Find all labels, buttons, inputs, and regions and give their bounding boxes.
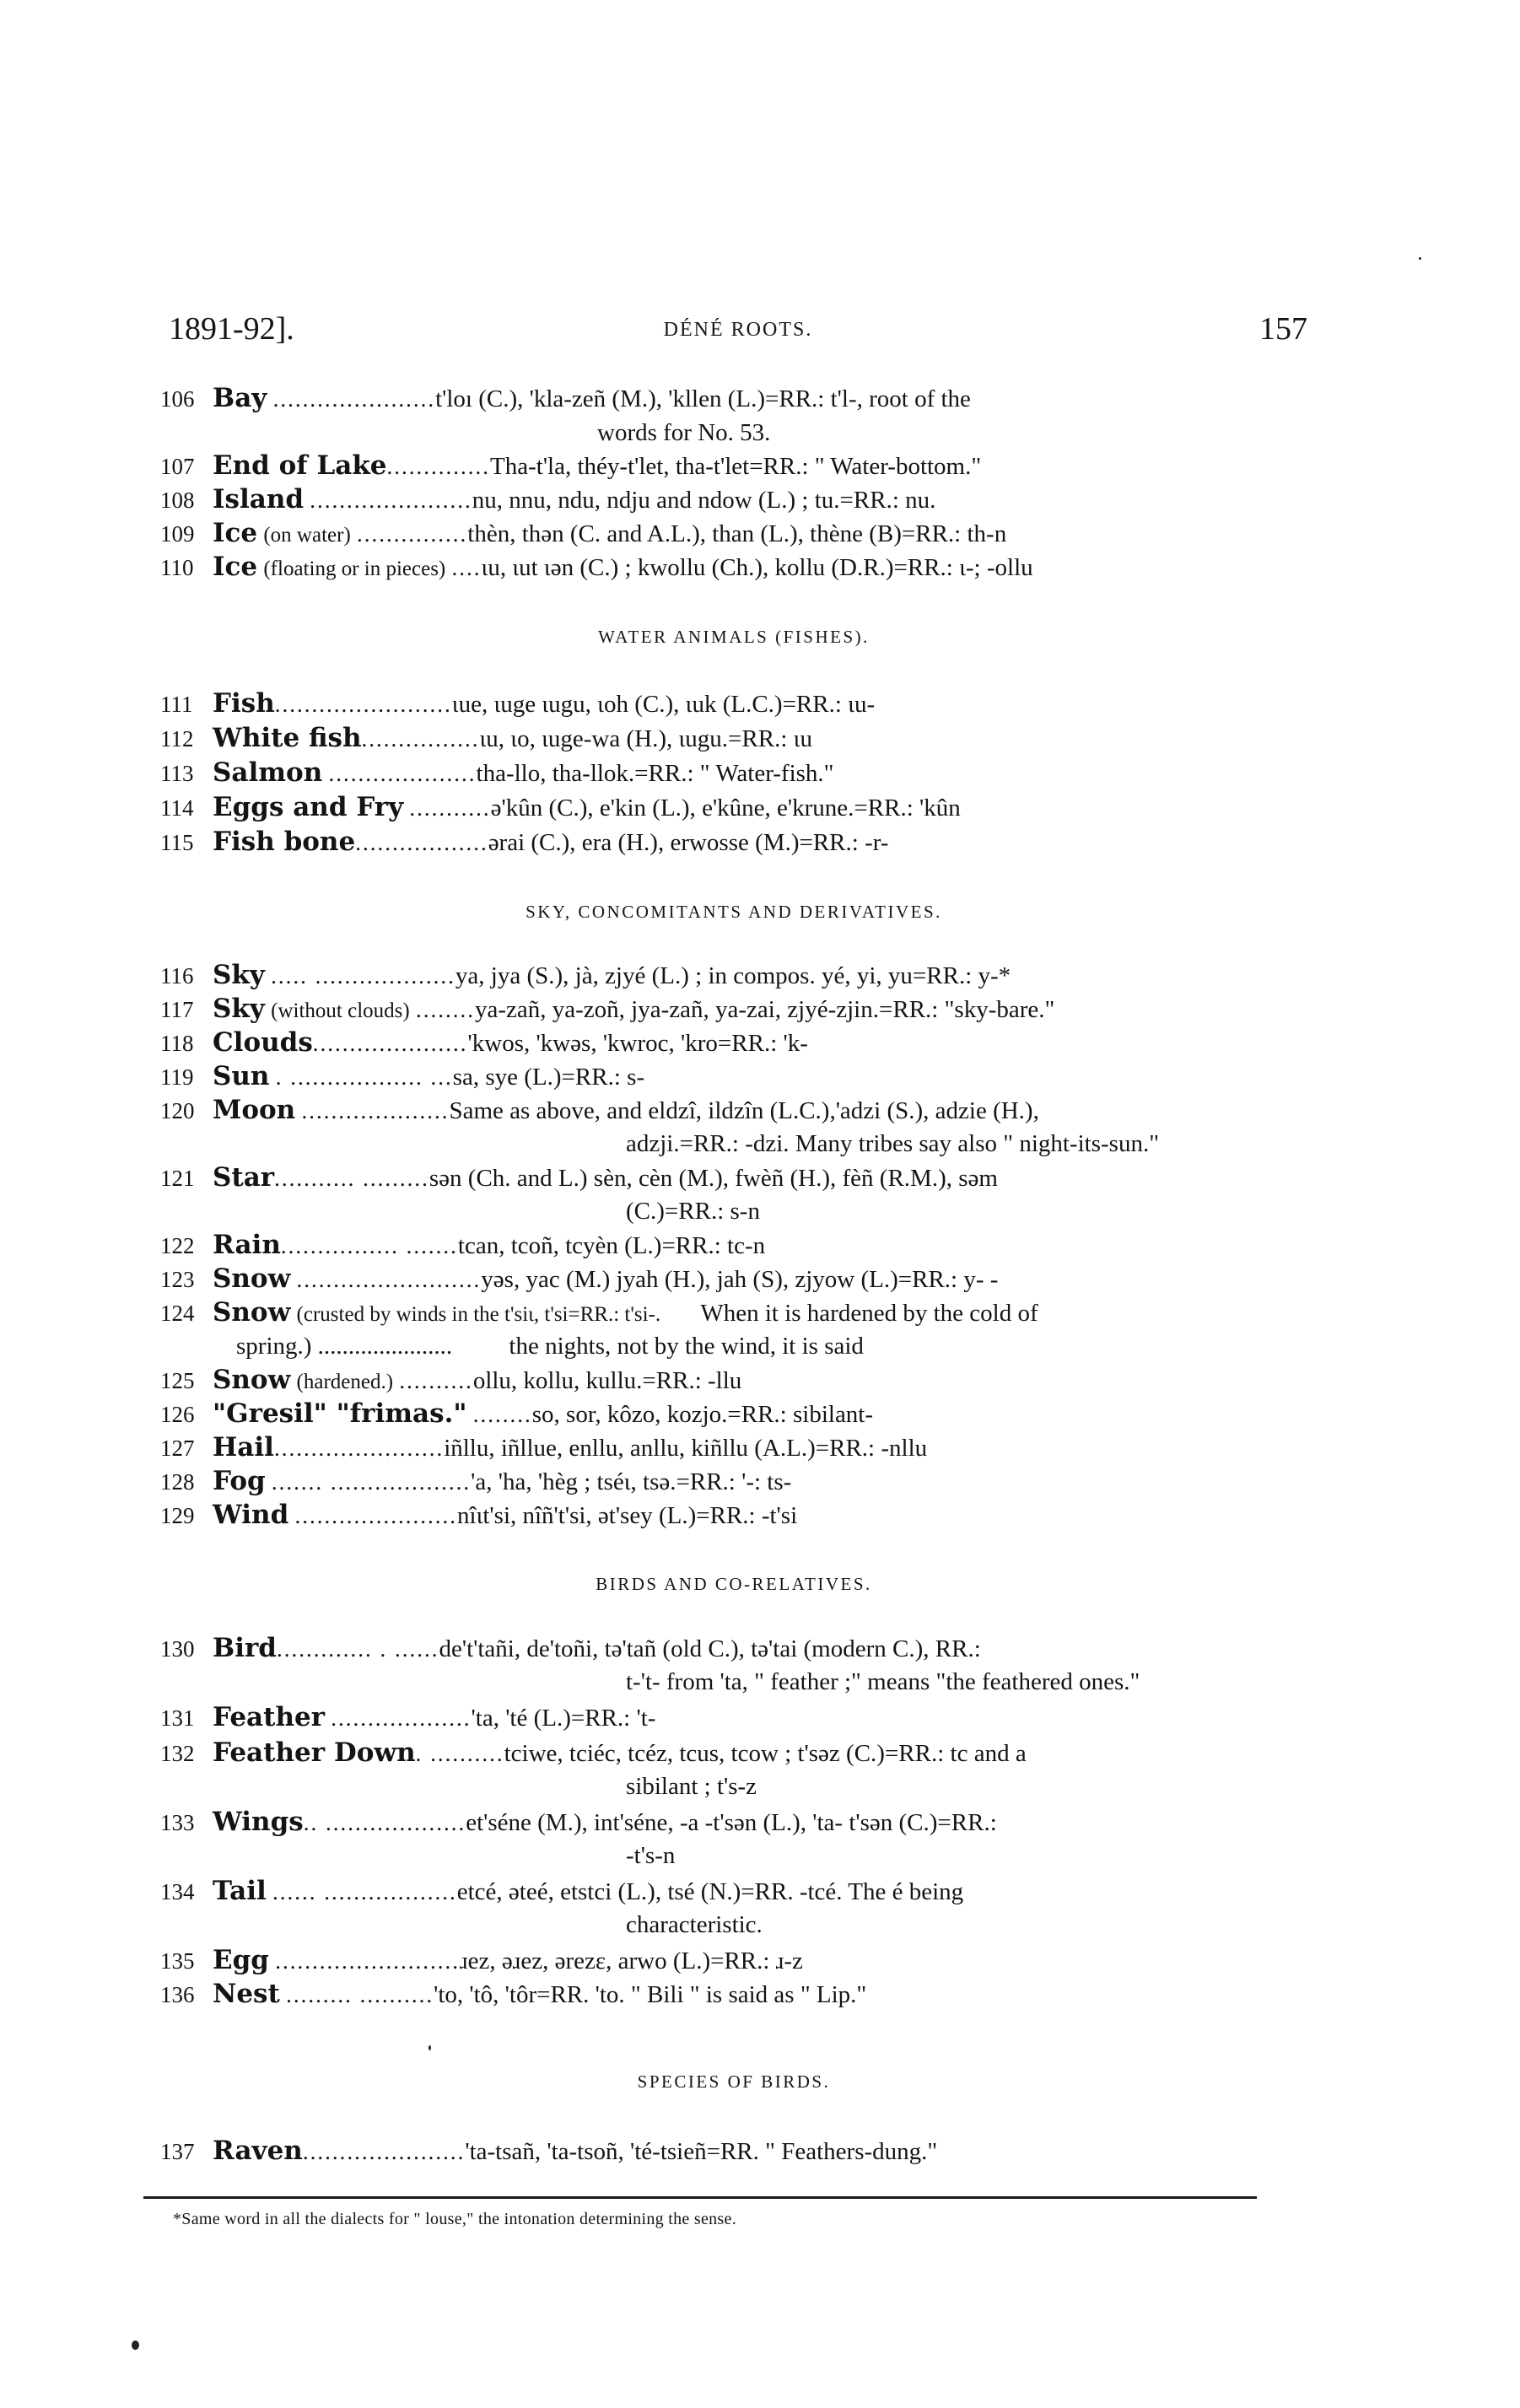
entry-definition: tha-llo, tha-llok.=RR.: " Water-fish."	[476, 760, 834, 787]
entry-number: 131	[160, 1705, 195, 1731]
entry-125	[160, 1363, 1307, 1399]
entry-definition: ɩu, ɩut ɩən (C.) ; kwollu (Ch.), kollu (D.R.)=RR.: ɩ-; -ollu	[481, 554, 1033, 581]
dot-leader: ......................	[272, 386, 436, 412]
entry-112	[160, 721, 1307, 756]
footnote: *Same word in all the dialects for " louse," the intonation determining the sense.	[173, 2210, 736, 2228]
entry-number: 113	[160, 761, 194, 786]
entry-number: 127	[160, 1436, 195, 1461]
entry-number: 130	[160, 1636, 195, 1662]
entry-definition: iñllu, iñllue, enllu, anllu, kiñllu (A.L.)=RR.: -nllu	[444, 1435, 928, 1462]
entry-definition: ɩue, ɩuge ɩugu, ɩoh (C.), ɩuk (L.C.)=RR.: ɩu-	[451, 691, 876, 718]
page-number: 157	[1259, 311, 1307, 347]
entry-number: 128	[160, 1469, 195, 1495]
entry-term: Wind	[213, 1500, 289, 1530]
entry-number: 129	[160, 1503, 195, 1528]
ink-speck-top	[1419, 257, 1421, 260]
entry-128	[160, 1464, 1307, 1499]
dot-leader: .....................	[312, 1031, 468, 1056]
entry-definition: 'a, 'ha, 'hèg ; tséɩ, tsə.=RR.: '-: ts-	[471, 1468, 792, 1495]
entry-137	[160, 2134, 1307, 2168]
dot-leader: ....	[451, 555, 482, 580]
dot-leader: . ..........	[415, 1741, 504, 1766]
entry-definition: sa, sye (L.)=RR.: s-	[452, 1064, 645, 1091]
entry-117	[160, 992, 1307, 1028]
entry-term: Wings	[213, 1807, 304, 1837]
entry-definition: so, sor, kôzo, kozjo.=RR.: sibilant-	[531, 1401, 874, 1428]
entry-term: Salmon	[213, 757, 323, 788]
dot-leader: ...... ..................	[272, 1879, 457, 1904]
entry-121	[160, 1161, 1307, 1195]
entry-114	[160, 790, 1307, 825]
dot-leader: .......................	[273, 1436, 445, 1461]
entry-term: Sky	[213, 994, 265, 1024]
dot-leader: ............. . ......	[277, 1636, 439, 1662]
entry-132	[160, 1736, 1307, 1770]
entry-definition: etcé, əteé, etstci (L.), tsé (N.)=RR. -tcé. The é being	[456, 1878, 964, 1905]
entry-term: Snow	[213, 1263, 291, 1294]
dot-leader: ........	[415, 997, 475, 1022]
entry-number: 117	[160, 997, 194, 1022]
dot-leader: ..........	[399, 1368, 473, 1393]
entry-definition: ə'kûn (C.), e'kin (L.), e'kûne, e'krune.=RR.: 'kûn	[490, 795, 961, 822]
entry-number: 126	[160, 1402, 195, 1427]
dot-leader: ......................	[294, 1503, 458, 1528]
entry-term: Snow	[213, 1297, 291, 1328]
entry-number: 134	[160, 1879, 195, 1904]
entry-number: 118	[160, 1031, 194, 1056]
entry-term: Tail	[213, 1876, 267, 1906]
entry-130-continuation: t-'t- from 'ta, " feather ;" means "the feathered ones."	[626, 1668, 1140, 1695]
dot-leader: .........................	[296, 1267, 482, 1292]
entry-111	[160, 687, 1307, 721]
entry-number: 122	[160, 1233, 195, 1258]
entry-132-continuation: sibilant ; t's-z	[626, 1773, 757, 1800]
dot-leader: ........	[472, 1402, 532, 1427]
section-heading-sky: SKY, CONCOMITANTS AND DERIVATIVES.	[526, 902, 942, 922]
entry-109	[160, 516, 1307, 552]
dot-leader: ....... ...................	[271, 1469, 472, 1495]
entry-number: 116	[160, 963, 194, 989]
entry-term: Feather Down	[213, 1737, 416, 1768]
page-header	[169, 310, 1307, 361]
section-heading-species-of-birds: SPECIES OF BIRDS.	[637, 2071, 831, 2092]
entry-term: Bird	[213, 1633, 277, 1663]
entry-definition: ollu, kollu, kullu.=RR.: -llu	[472, 1367, 742, 1394]
entry-124-qualifier-end: spring.) ......................	[236, 1333, 453, 1360]
entry-131	[160, 1700, 1307, 1735]
entry-130	[160, 1631, 1307, 1666]
entry-number: 109	[160, 521, 195, 547]
entry-definition: When it is hardened by the cold of	[700, 1300, 1038, 1327]
entry-number: 137	[160, 2139, 195, 2164]
entry-number: 133	[160, 1810, 195, 1835]
entry-113	[160, 756, 1307, 790]
entry-126	[160, 1397, 1307, 1431]
entry-106	[160, 381, 1307, 416]
dot-leader: ......... ..........	[286, 1982, 434, 2007]
ink-speck-mid	[429, 2045, 431, 2050]
entry-122	[160, 1228, 1307, 1263]
entry-number: 106	[160, 386, 195, 412]
entry-number: 124	[160, 1301, 195, 1326]
entry-123	[160, 1262, 1307, 1296]
entry-116	[160, 958, 1307, 993]
dot-leader: ......................	[310, 488, 472, 513]
entry-term: Fish	[213, 688, 275, 719]
entry-definition: 'to, 'tô, 'tôr=RR. 'to. " Bili " is said as " Lip."	[434, 1981, 867, 2008]
entry-definition: sən (Ch. and L.) sèn, cèn (M.), fwèñ (H.), fèñ (R.M.), səm	[429, 1165, 998, 1192]
dot-leader: ........... .........	[274, 1166, 429, 1191]
entry-term: Clouds	[213, 1027, 313, 1058]
dot-leader: ........................	[274, 692, 452, 717]
entry-108	[160, 482, 1307, 517]
entry-term: Raven	[213, 2136, 303, 2166]
entry-definition: ɩu, ɩo, ɩuge-wa (H.), ɩugu.=RR.: ɩu	[479, 725, 812, 752]
entry-term: Star	[213, 1162, 275, 1193]
entry-number: 110	[160, 555, 194, 580]
dot-leader: ......................	[302, 2139, 466, 2164]
dot-leader: ..... ...................	[271, 963, 455, 989]
entry-definition: tcan, tcoñ, tcyèn (L.)=RR.: tc-n	[457, 1232, 766, 1259]
entry-term: Snow	[213, 1365, 291, 1395]
entry-definition: ərai (C.), era (H.), erwosse (M.)=RR.: -r-	[488, 829, 889, 856]
dot-leader: ..............	[386, 454, 491, 479]
entry-definition: nîɩt'si, nîñ't'si, ət'sey (L.)=RR.: -t'si	[457, 1502, 798, 1529]
entry-definition: nu, nnu, ndu, ndju and ndow (L.) ; tu.=RR.: nu.	[472, 487, 936, 514]
entry-term: White fish	[213, 723, 362, 753]
footnote-rule	[143, 2196, 1257, 2199]
entry-term: Hail	[213, 1432, 274, 1463]
entry-number: 132	[160, 1741, 195, 1766]
dot-leader: ....................	[301, 1098, 450, 1123]
section-heading-water-animals: WATER ANIMALS (FISHES).	[598, 627, 870, 647]
entry-number: 114	[160, 795, 194, 821]
entry-definition: ya-zañ, ya-zoñ, jya-zañ, ya-zai, zjyé-zjin.=RR.: "sky-bare."	[474, 996, 1055, 1023]
entry-133	[160, 1805, 1307, 1840]
volume-year: 1891-92].	[169, 311, 294, 347]
entry-number: 115	[160, 830, 194, 855]
entry-term: Sun	[213, 1061, 270, 1091]
entry-term: Ice	[213, 518, 258, 548]
entry-term: Sky	[213, 960, 265, 990]
entry-134-continuation: characteristic.	[626, 1911, 763, 1938]
entry-term: Feather	[213, 1702, 326, 1732]
dot-leader: . .................. ...	[275, 1064, 453, 1090]
ink-speck	[132, 2341, 139, 2350]
entry-definition: tciwe, tciéc, tcéz, tcus, tcow ; t'səz (C.)=RR.: tc and a	[504, 1740, 1027, 1767]
entry-number: 112	[160, 726, 194, 751]
entry-120	[160, 1093, 1307, 1128]
entry-133-continuation: -t's-n	[626, 1842, 676, 1869]
entry-number: 120	[160, 1098, 195, 1123]
entry-number: 107	[160, 454, 195, 479]
entry-definition: Same as above, and eldzî, ildzîn (L.C.),'adzi (S.), adzie (H.),	[449, 1097, 1039, 1124]
entry-term: Rain	[213, 1230, 281, 1260]
entry-qualifier: (floating or in pieces)	[263, 558, 446, 580]
dot-leader: ...............	[357, 521, 468, 547]
entry-definition: 'kwos, 'kwəs, 'kwroc, 'kro=RR.: 'k-	[467, 1030, 808, 1057]
entry-121-continuation: (C.)=RR.: s-n	[626, 1198, 760, 1225]
entry-term: Egg	[213, 1945, 269, 1975]
entry-number: 111	[160, 692, 193, 717]
dot-leader: ...................	[331, 1705, 472, 1731]
entry-124-definition-end: the nights, not by the wind, it is said	[509, 1333, 864, 1360]
dot-leader: ................ .......	[280, 1233, 458, 1258]
entry-definition: ɹez, əɹez, ərezε, arwo (L.)=RR.: ɹ-z	[459, 1947, 803, 1974]
entry-definition: 'ta, 'té (L.)=RR.: 't-	[471, 1705, 656, 1732]
entry-number: 136	[160, 1982, 195, 2007]
entry-134	[160, 1874, 1307, 1909]
entry-129	[160, 1498, 1307, 1533]
dot-leader: ...........	[409, 795, 491, 821]
entry-term: Island	[213, 484, 305, 514]
entry-135	[160, 1943, 1307, 1978]
entry-number: 135	[160, 1948, 195, 1974]
entry-qualifier: (without clouds)	[271, 999, 410, 1022]
entry-definition: ya, jya (S.), jà, zjyé (L.) ; in compos. yé, yi, yu=RR.: y-*	[455, 962, 1011, 989]
entry-number: 123	[160, 1267, 195, 1292]
entry-definition: 'ta-tsañ, 'ta-tsoñ, 'té-tsieñ=RR. " Feathers-dung."	[465, 2138, 938, 2165]
dot-leader: ....................	[328, 761, 477, 786]
entry-term: End of Lake	[213, 450, 387, 481]
entry-136	[160, 1977, 1307, 2012]
dot-leader: ..................	[355, 830, 488, 855]
entry-term: Moon	[213, 1095, 296, 1125]
entry-qualifier: (crusted by winds in the t'siɩ, t'si=RR.: t'si-.	[296, 1303, 661, 1326]
entry-115	[160, 825, 1307, 859]
entry-definition: de't'tañi, de'toñi, tə'tañ (old C.), tə'tai (modern C.), RR.:	[439, 1635, 981, 1662]
entry-qualifier: (on water)	[263, 524, 351, 547]
entry-120-continuation: adzji.=RR.: -dzi. Many tribes say also " night-its-sun."	[626, 1130, 1160, 1157]
entry-definition: Tha-t'la, théy-t'let, tha-t'let=RR.: " Water-bottom."	[490, 453, 982, 480]
entry-term: Fish bone	[213, 827, 356, 857]
entry-term: Eggs and Fry	[213, 792, 404, 822]
running-title: DÉNÉ ROOTS.	[663, 319, 813, 341]
entry-107	[160, 449, 1307, 483]
dot-leader: .. ...................	[303, 1810, 466, 1835]
entry-number: 121	[160, 1166, 195, 1191]
entry-124-second-line	[236, 1329, 864, 1363]
entry-118	[160, 1026, 1307, 1060]
section-heading-birds: BIRDS AND CO-RELATIVES.	[596, 1574, 872, 1594]
entry-term: Fog	[213, 1466, 266, 1496]
entry-number: 125	[160, 1368, 195, 1393]
entry-definition: t'loı (C.), 'kla-zeñ (M.), 'kllen (L.)=RR.: t'l-, root of the	[435, 385, 971, 412]
entry-term: "Gresil" "frimas."	[213, 1398, 467, 1429]
entry-127	[160, 1430, 1307, 1465]
entry-definition: yəs, yac (M.) jyah (H.), jah (S), zjyow (L.)=RR.: y- -	[481, 1266, 999, 1293]
dot-leader: ................	[361, 726, 480, 751]
entry-106-continuation: words for No. 53.	[597, 419, 771, 446]
entry-number: 119	[160, 1064, 194, 1090]
entry-119	[160, 1059, 1307, 1094]
entry-term: Nest	[213, 1979, 280, 2009]
entry-qualifier: (hardened.)	[296, 1371, 394, 1393]
entry-124	[160, 1296, 1307, 1332]
entry-definition: et'séne (M.), int'séne, -a -t'sən (L.), 'ta- t'sən (C.)=RR.:	[466, 1809, 997, 1836]
entry-110	[160, 550, 1307, 586]
dot-leader: .........................	[275, 1948, 460, 1974]
entry-term: Ice	[213, 552, 258, 582]
entry-number: 108	[160, 488, 195, 513]
entry-definition: thèn, thən (C. and A.L.), than (L.), thène (B)=RR.: th-n	[467, 520, 1007, 547]
entry-term: Bay	[213, 383, 267, 413]
